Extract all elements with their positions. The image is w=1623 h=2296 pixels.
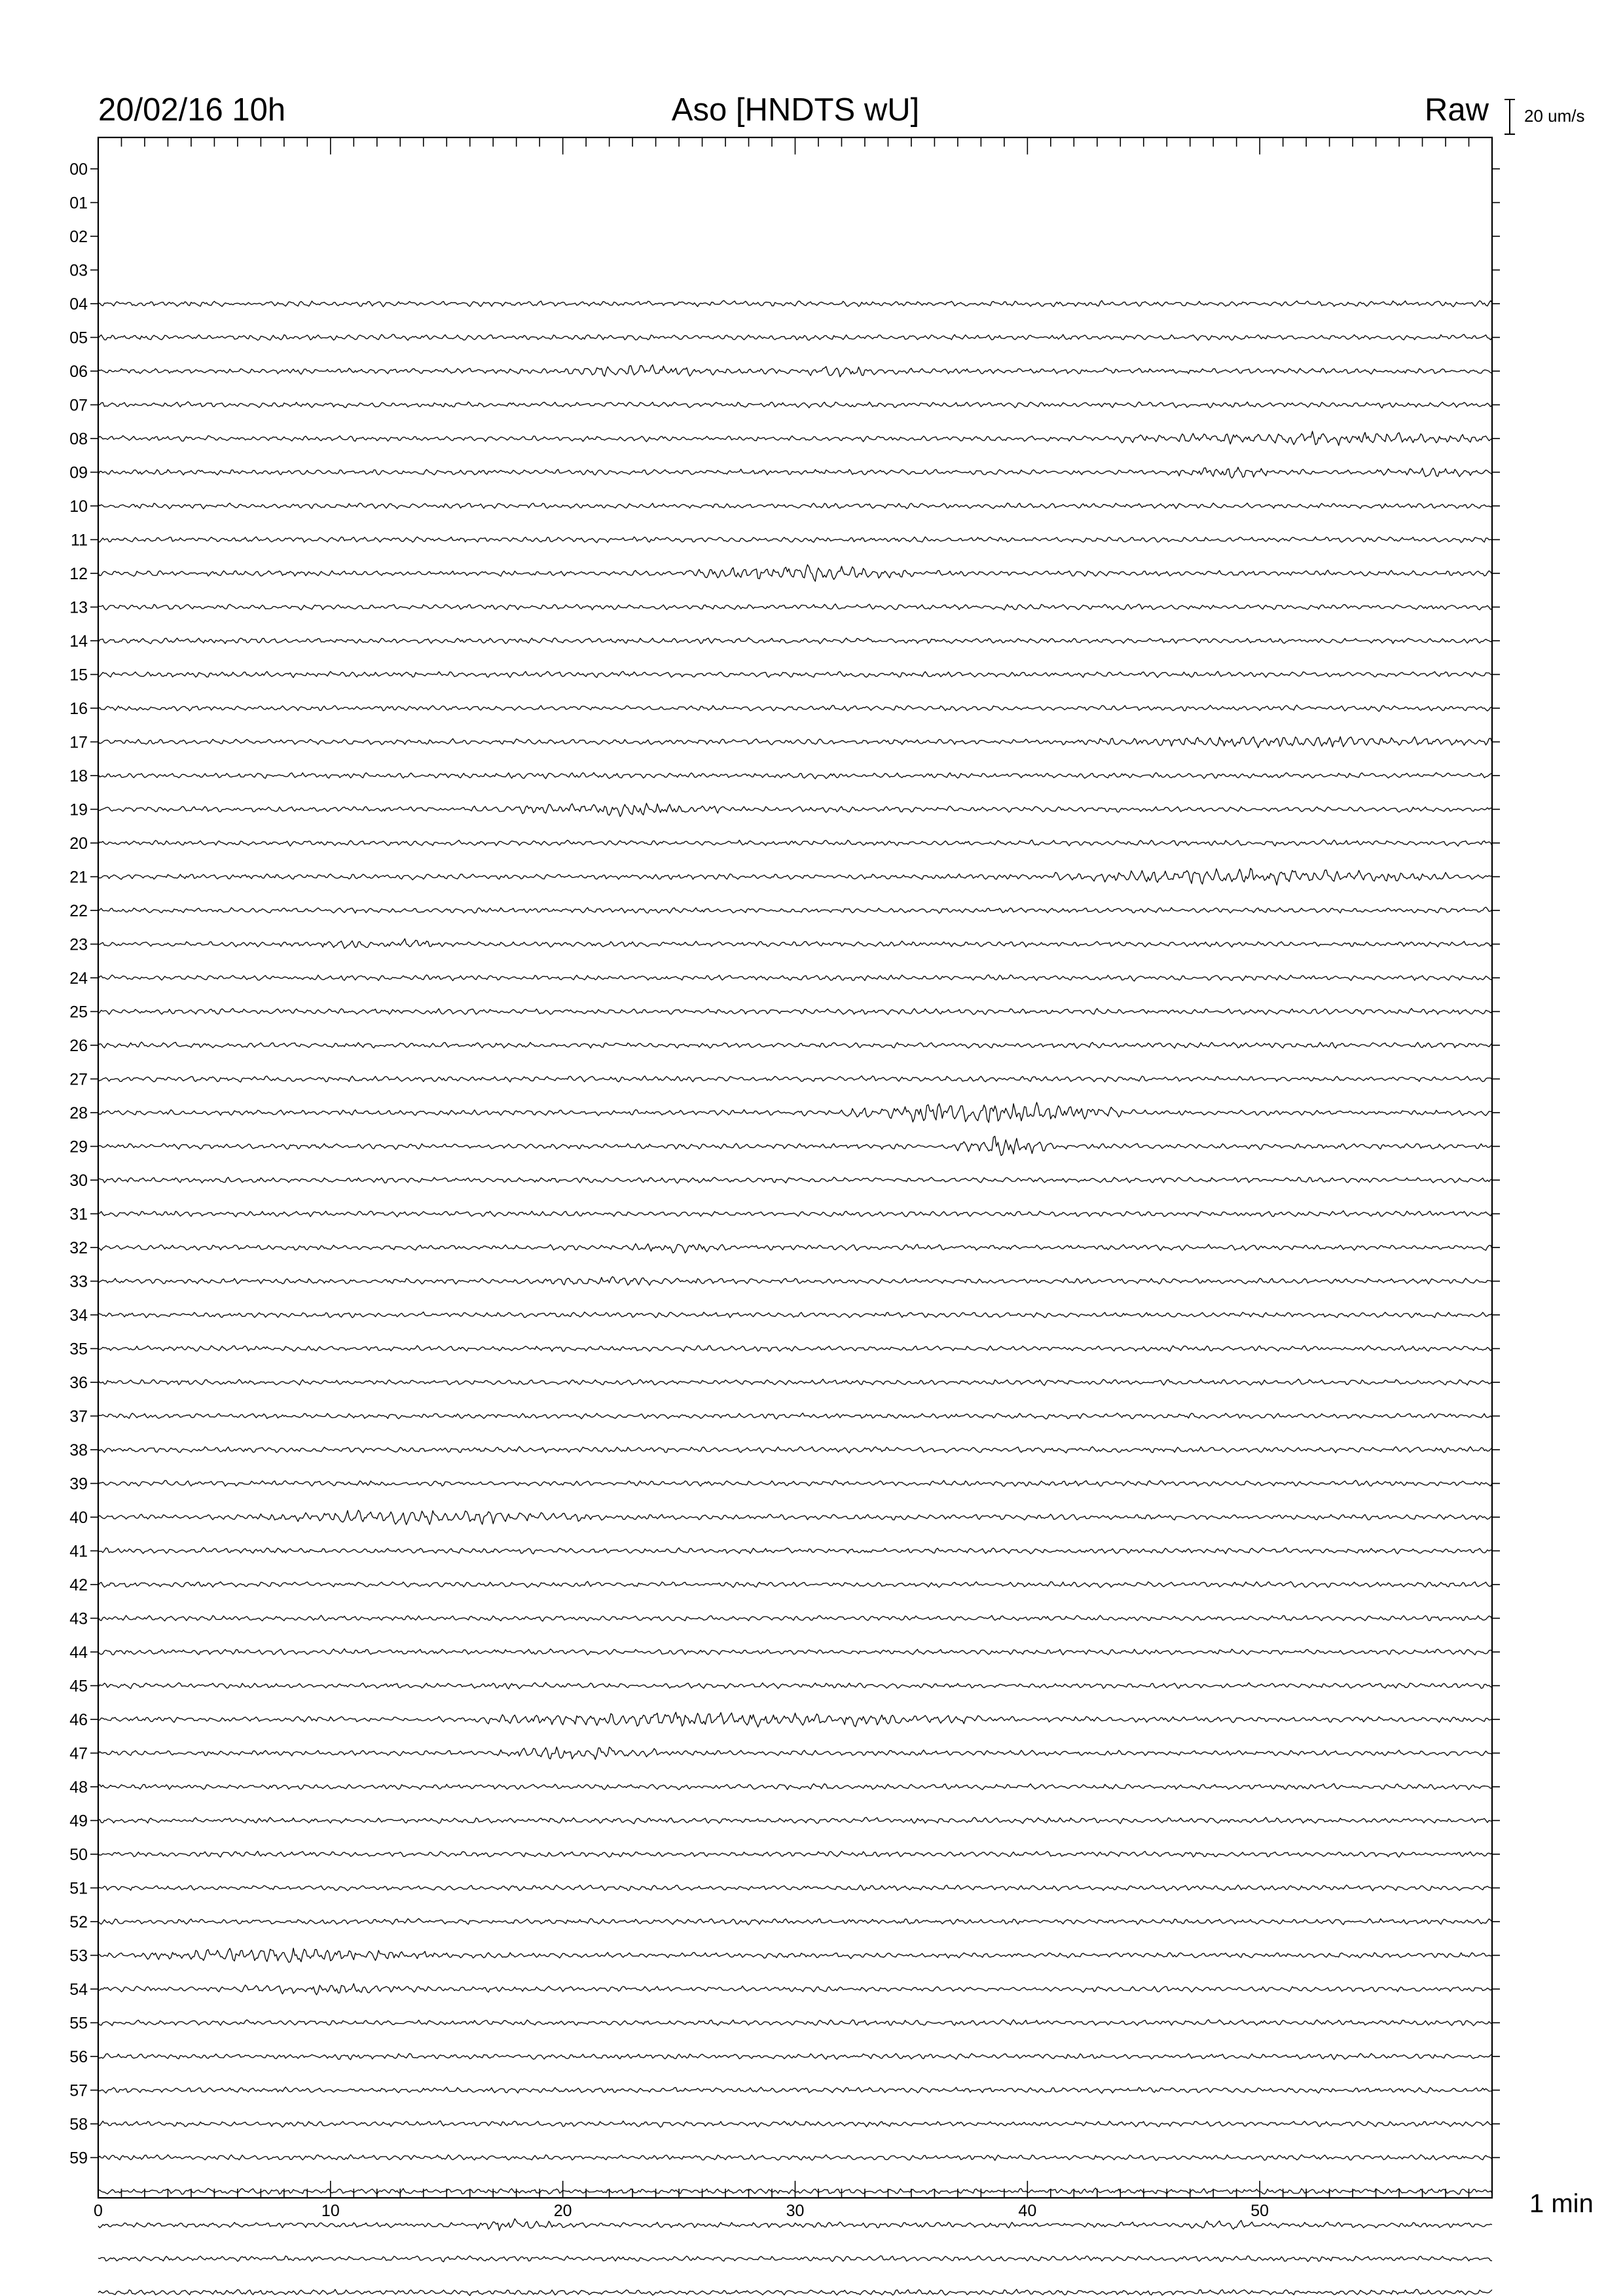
- row-label: 25: [69, 1003, 88, 1022]
- row-label: 47: [69, 1744, 88, 1763]
- trace-line-29: [98, 1136, 1492, 1156]
- row-label: 37: [69, 1407, 88, 1426]
- row-label: 48: [69, 1778, 88, 1797]
- trace-line-43: [98, 1615, 1492, 1621]
- trace-line-39: [98, 1480, 1492, 1486]
- trace-line-25: [98, 1009, 1492, 1014]
- row-label: 55: [69, 2014, 88, 2033]
- trace-line-54: [98, 1984, 1492, 1995]
- row-label: 28: [69, 1104, 88, 1122]
- trace-line-56: [98, 2053, 1492, 2059]
- row-label: 27: [69, 1070, 88, 1089]
- row-label: 51: [69, 1879, 88, 1898]
- row-label: 38: [69, 1441, 88, 1460]
- trace-line-47: [98, 1747, 1492, 1759]
- trace-line-20: [98, 840, 1492, 846]
- row-label: 13: [69, 598, 88, 617]
- row-label: 40: [69, 1509, 88, 1527]
- trace-line-31: [98, 1211, 1492, 1217]
- row-label: 12: [69, 565, 88, 583]
- trace-line-12: [98, 565, 1492, 582]
- trace-line-11: [98, 537, 1492, 543]
- row-label: 18: [69, 767, 88, 785]
- trace-line-33: [98, 1277, 1492, 1285]
- trace-line-13: [98, 604, 1492, 610]
- row-label: 29: [69, 1138, 88, 1157]
- plot-frame: [98, 137, 1492, 2198]
- row-label: 56: [69, 2048, 88, 2066]
- row-label: 44: [69, 1643, 88, 1662]
- trace-line-10: [98, 503, 1492, 509]
- row-label: 41: [69, 1542, 88, 1561]
- trace-line-24: [98, 975, 1492, 981]
- row-label: 33: [69, 1272, 88, 1291]
- row-label: 31: [69, 1205, 88, 1224]
- row-label: 39: [69, 1475, 88, 1494]
- trace-line-34: [98, 1312, 1492, 1318]
- row-label: 54: [69, 1981, 88, 1999]
- row-label: 17: [69, 733, 88, 752]
- trace-line-42: [98, 1581, 1492, 1587]
- trace-line-52: [98, 1918, 1492, 1925]
- row-label: 00: [69, 160, 88, 179]
- trace-line-49: [98, 1818, 1492, 1824]
- trace-line-53: [98, 1948, 1492, 1963]
- row-label: 35: [69, 1340, 88, 1359]
- date-hour-label: 20/02/16 10h: [98, 92, 286, 128]
- trace-line-16: [98, 705, 1492, 711]
- row-label: 10: [69, 497, 88, 516]
- row-label: 26: [69, 1037, 88, 1055]
- x-tick-label: 0: [94, 2202, 103, 2220]
- row-label: 46: [69, 1711, 88, 1729]
- trace-line-58: [98, 2121, 1492, 2127]
- row-label: 16: [69, 700, 88, 718]
- trace-line-08: [98, 431, 1492, 446]
- row-label: 30: [69, 1172, 88, 1190]
- trace-line-15: [98, 672, 1492, 678]
- trace-line-57: [98, 2087, 1492, 2094]
- trace-line-05: [98, 334, 1492, 340]
- trace-line-44: [98, 1649, 1492, 1655]
- trace-line-55: [98, 2020, 1492, 2026]
- trace-line-48: [98, 1784, 1492, 1789]
- trace-line-28: [98, 1102, 1492, 1122]
- row-label: 43: [69, 1609, 88, 1628]
- row-label: 45: [69, 1677, 88, 1696]
- trace-line-19: [98, 803, 1492, 816]
- trace-line-32: [98, 1244, 1492, 1253]
- trace-line-21: [98, 869, 1492, 886]
- x-tick-label: 50: [1250, 2202, 1269, 2220]
- row-label: 36: [69, 1374, 88, 1392]
- trace-line-14: [98, 637, 1492, 643]
- row-label: 03: [69, 261, 88, 280]
- row-label: 05: [69, 329, 88, 348]
- trace-group: [98, 300, 1492, 2296]
- row-label-group: [69, 160, 88, 2168]
- trace-line-61: [98, 2219, 1492, 2231]
- trace-line-50: [98, 1851, 1492, 1857]
- row-label: 15: [69, 666, 88, 685]
- trace-line-59: [98, 2155, 1492, 2161]
- row-label: 19: [69, 800, 88, 819]
- trace-line-40: [98, 1510, 1492, 1524]
- trace-line-17: [98, 737, 1492, 748]
- row-label: 57: [69, 2081, 88, 2100]
- trace-line-04: [98, 300, 1492, 307]
- row-label: 59: [69, 2149, 88, 2168]
- time-unit-label: 1 min: [1529, 2189, 1594, 2218]
- trace-line-62: [98, 2256, 1492, 2262]
- trace-line-26: [98, 1042, 1492, 1049]
- row-label: 50: [69, 1846, 88, 1864]
- trace-line-41: [98, 1548, 1492, 1554]
- trace-line-22: [98, 907, 1492, 913]
- row-label: 02: [69, 228, 88, 246]
- x-tick-label: 10: [321, 2202, 340, 2220]
- row-label: 32: [69, 1239, 88, 1257]
- scale-label: 20 um/s: [1524, 106, 1585, 126]
- x-tick-label-group: [94, 2202, 1269, 2220]
- row-label: 20: [69, 834, 88, 853]
- x-tick-label: 30: [786, 2202, 805, 2220]
- trace-line-51: [98, 1885, 1492, 1891]
- scale-bar: [1504, 99, 1515, 134]
- trace-line-46: [98, 1712, 1492, 1727]
- row-label: 06: [69, 363, 88, 381]
- mode-label: Raw: [1425, 92, 1489, 128]
- trace-line-18: [98, 772, 1492, 779]
- row-label: 34: [69, 1306, 88, 1325]
- row-label: 49: [69, 1812, 88, 1831]
- trace-line-30: [98, 1177, 1492, 1183]
- row-label: 23: [69, 935, 88, 954]
- row-label: 08: [69, 430, 88, 448]
- row-label: 09: [69, 463, 88, 482]
- trace-line-63: [98, 2289, 1492, 2296]
- trace-line-23: [98, 939, 1492, 948]
- row-label: 07: [69, 396, 88, 415]
- x-tick-label: 20: [553, 2202, 572, 2220]
- trace-line-27: [98, 1076, 1492, 1083]
- trace-line-36: [98, 1379, 1492, 1386]
- x-tick-label: 40: [1018, 2202, 1037, 2220]
- plot-border: [98, 137, 1492, 2198]
- row-label: 14: [69, 632, 88, 651]
- row-label: 58: [69, 2115, 88, 2134]
- trace-line-37: [98, 1413, 1492, 1419]
- row-label: 24: [69, 969, 88, 988]
- row-label: 42: [69, 1576, 88, 1594]
- row-label: 21: [69, 868, 88, 887]
- station-title: Aso [HNDTS wU]: [671, 92, 920, 128]
- row-label: 04: [69, 295, 88, 314]
- row-label: 53: [69, 1946, 88, 1965]
- trace-line-45: [98, 1683, 1492, 1689]
- row-label: 22: [69, 902, 88, 920]
- trace-line-07: [98, 402, 1492, 408]
- trace-line-35: [98, 1346, 1492, 1352]
- row-label: 01: [69, 194, 88, 213]
- trace-line-09: [98, 467, 1492, 478]
- row-label: 11: [71, 531, 88, 550]
- trace-line-38: [98, 1446, 1492, 1453]
- row-label: 52: [69, 1913, 88, 1931]
- trace-line-06: [98, 365, 1492, 377]
